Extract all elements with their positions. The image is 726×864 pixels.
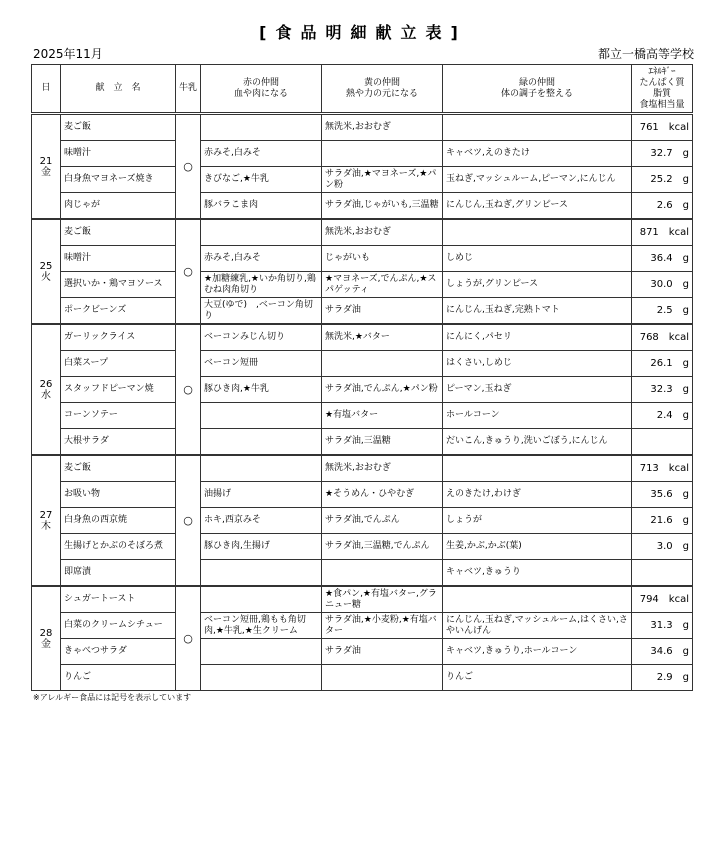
day-weekday: 金: [41, 166, 51, 178]
green-group-foods: しめじ: [443, 246, 632, 272]
nutrition-value: 3.0 g: [632, 534, 693, 560]
red-group-foods: [201, 114, 322, 141]
header-protein: たんぱく質: [639, 77, 685, 88]
yellow-group-foods: [322, 560, 443, 587]
day-date: 28: [39, 627, 53, 639]
red-group-foods: 大豆(ゆで) ,ベーコン角切り: [201, 298, 322, 325]
yellow-group-foods: 無洗米,おおむぎ: [322, 455, 443, 482]
dish-name: 白菜のクリームシチュー: [61, 613, 176, 639]
green-group-foods: しょうが,グリンピース: [443, 272, 632, 298]
green-group-foods: はくさい,しめじ: [443, 351, 632, 377]
yellow-group-foods: サラダ油,でんぷん,★パン粉: [322, 377, 443, 403]
green-group-foods: ホールコーン: [443, 403, 632, 429]
header-nutrition: [632, 65, 693, 114]
day-date-cell: [32, 455, 61, 586]
day-date: 27: [39, 509, 53, 521]
page-title: [食品明細献立表]: [259, 23, 467, 42]
nutrition-value: 2.4 g: [632, 403, 693, 429]
day-block: [32, 324, 693, 455]
yellow-group-foods: サラダ油: [322, 639, 443, 665]
table-row: [32, 272, 693, 298]
dish-name: 白菜スープ: [61, 351, 176, 377]
menu-table: [31, 64, 693, 691]
table-row: [32, 193, 693, 220]
year-month: 2025年11月: [33, 47, 103, 61]
dish-name: 味噌汁: [61, 246, 176, 272]
day-date-cell: [32, 114, 61, 220]
header-yellow-desc: 熱や力の元になる: [345, 88, 418, 99]
nutrition-value: 30.0 g: [632, 272, 693, 298]
header-dish: 献 立 名: [61, 65, 176, 114]
green-group-foods: にんにく,パセリ: [443, 324, 632, 351]
green-group-foods: だいこん,きゅうり,洗いごぼう,にんじん: [443, 429, 632, 456]
table-row: [32, 508, 693, 534]
milk-mark: ○: [176, 586, 201, 691]
day-date-cell: [32, 586, 61, 691]
nutrition-value: 794 kcal: [632, 586, 693, 613]
dish-name: 味噌汁: [61, 141, 176, 167]
day-block: [32, 114, 693, 220]
milk-mark: ○: [176, 219, 201, 324]
table-row: [32, 246, 693, 272]
red-group-foods: ベーコン短冊: [201, 351, 322, 377]
dish-name: 選択いか・鶏マヨソース: [61, 272, 176, 298]
nutrition-value: 32.7 g: [632, 141, 693, 167]
header-red-desc: 血や肉になる: [233, 88, 288, 99]
yellow-group-foods: 無洗米,おおむぎ: [322, 114, 443, 141]
table-row: [32, 560, 693, 587]
dish-name: コーンソテー: [61, 403, 176, 429]
dish-name: 生揚げとかぶのそぼろ煮: [61, 534, 176, 560]
yellow-group-foods: ★そうめん・ひやむぎ: [322, 482, 443, 508]
table-row: [32, 298, 693, 325]
header-milk: 牛乳: [176, 65, 201, 114]
dish-name: お吸い物: [61, 482, 176, 508]
header-day: 日: [32, 65, 61, 114]
yellow-group-foods: 無洗米,おおむぎ: [322, 219, 443, 246]
dish-name: 麦ご飯: [61, 219, 176, 246]
nutrition-value: 32.3 g: [632, 377, 693, 403]
nutrition-value: 2.5 g: [632, 298, 693, 325]
nutrition-value: 31.3 g: [632, 613, 693, 639]
header-red-group: [201, 65, 322, 114]
day-date: 21: [39, 155, 53, 167]
table-row: [32, 586, 693, 613]
yellow-group-foods: じゃがいも: [322, 246, 443, 272]
red-group-foods: 豚ひき肉,★牛乳: [201, 377, 322, 403]
red-group-foods: [201, 403, 322, 429]
table-row: [32, 141, 693, 167]
day-block: [32, 455, 693, 586]
milk-mark: ○: [176, 455, 201, 586]
red-group-foods: ★加糖練乳,★いか角切り,鶏むね肉角切り: [201, 272, 322, 298]
red-group-foods: [201, 455, 322, 482]
green-group-foods: [443, 114, 632, 141]
nutrition-value: 2.6 g: [632, 193, 693, 220]
green-group-foods: [443, 586, 632, 613]
school-name: 都立一橋高等学校: [597, 47, 694, 61]
day-date-cell: [32, 324, 61, 455]
red-group-foods: 油揚げ: [201, 482, 322, 508]
day-weekday: 金: [41, 638, 51, 650]
nutrition-value: 26.1 g: [632, 351, 693, 377]
milk-mark: ○: [176, 114, 201, 220]
yellow-group-foods: サラダ油: [322, 298, 443, 325]
yellow-group-foods: [322, 351, 443, 377]
dish-name: ポークビーンズ: [61, 298, 176, 325]
table-row: [32, 639, 693, 665]
header-green-desc: 体の調子を整える: [500, 88, 573, 99]
yellow-group-foods: サラダ油,★マヨネーズ,★パン粉: [322, 167, 443, 193]
yellow-group-foods: サラダ油,三温糖: [322, 429, 443, 456]
red-group-foods: [201, 219, 322, 246]
green-group-foods: [443, 455, 632, 482]
red-group-foods: ホキ,西京みそ: [201, 508, 322, 534]
table-row: [32, 613, 693, 639]
nutrition-value: 871 kcal: [632, 219, 693, 246]
header-row: [32, 65, 693, 114]
green-group-foods: りんご: [443, 665, 632, 691]
nutrition-value: 35.6 g: [632, 482, 693, 508]
dish-name: スタッフドピーマン焼: [61, 377, 176, 403]
table-row: [32, 482, 693, 508]
yellow-group-foods: サラダ油,★小麦粉,★有塩バター: [322, 613, 443, 639]
header-fat: 脂質: [652, 88, 671, 99]
table-row: [32, 351, 693, 377]
green-group-foods: にんじん,玉ねぎ,グリンピース: [443, 193, 632, 220]
red-group-foods: [201, 429, 322, 456]
dish-name: りんご: [61, 665, 176, 691]
nutrition-value: 2.9 g: [632, 665, 693, 691]
yellow-group-foods: サラダ油,三温糖,でんぷん: [322, 534, 443, 560]
nutrition-value: 768 kcal: [632, 324, 693, 351]
red-group-foods: きびなご,★牛乳: [201, 167, 322, 193]
table-row: [32, 377, 693, 403]
dish-name: 大根サラダ: [61, 429, 176, 456]
allergy-footnote: ※アレルギー食品には記号を表示しています: [33, 693, 192, 702]
nutrition-value: 713 kcal: [632, 455, 693, 482]
green-group-foods: にんじん,玉ねぎ,完熟トマト: [443, 298, 632, 325]
red-group-foods: 赤みそ,白みそ: [201, 246, 322, 272]
green-group-foods: しょうが: [443, 508, 632, 534]
table-row: [32, 429, 693, 456]
green-group-foods: キャベツ,きゅうり: [443, 560, 632, 587]
day-weekday: 水: [41, 389, 51, 401]
nutrition-value: [632, 429, 693, 456]
day-block: [32, 586, 693, 691]
red-group-foods: [201, 665, 322, 691]
green-group-foods: 玉ねぎ,マッシュルーム,ピーマン,にんじん: [443, 167, 632, 193]
green-group-foods: キャベツ,きゅうり,ホールコーン: [443, 639, 632, 665]
nutrition-value: [632, 560, 693, 587]
table-row: [32, 324, 693, 351]
red-group-foods: ベーコンみじん切り: [201, 324, 322, 351]
green-group-foods: えのきたけ,わけぎ: [443, 482, 632, 508]
day-weekday: 木: [41, 520, 51, 532]
table-row: [32, 219, 693, 246]
yellow-group-foods: サラダ油,じゃがいも,三温糖: [322, 193, 443, 220]
green-group-foods: 生姜,かぶ,かぶ(葉): [443, 534, 632, 560]
green-group-foods: キャベツ,えのきたけ: [443, 141, 632, 167]
header-yellow-group: [322, 65, 443, 114]
table-row: [32, 455, 693, 482]
header-green-group: [443, 65, 632, 114]
header-salt: 食塩相当量: [639, 99, 685, 110]
green-group-foods: [443, 219, 632, 246]
table-row: [32, 665, 693, 691]
dish-name: 白身魚の西京焼: [61, 508, 176, 534]
yellow-group-foods: [322, 141, 443, 167]
yellow-group-foods: ★マヨネーズ,でんぷん,★スパゲッティ: [322, 272, 443, 298]
dish-name: シュガートースト: [61, 586, 176, 613]
header-yellow-title: 黄の仲間: [363, 77, 400, 88]
red-group-foods: [201, 639, 322, 665]
red-group-foods: 赤みそ,白みそ: [201, 141, 322, 167]
yellow-group-foods: [322, 665, 443, 691]
nutrition-value: 761 kcal: [632, 114, 693, 141]
red-group-foods: [201, 586, 322, 613]
nutrition-value: 34.6 g: [632, 639, 693, 665]
milk-mark: ○: [176, 324, 201, 455]
yellow-group-foods: 無洗米,★バター: [322, 324, 443, 351]
dish-name: 麦ご飯: [61, 455, 176, 482]
table-row: [32, 167, 693, 193]
day-date: 25: [39, 260, 53, 272]
yellow-group-foods: サラダ油,でんぷん: [322, 508, 443, 534]
yellow-group-foods: ★食パン,★有塩バター,グラニュー糖: [322, 586, 443, 613]
nutrition-value: 36.4 g: [632, 246, 693, 272]
red-group-foods: ベーコン短冊,鶏もも角切肉,★牛乳,★生クリーム: [201, 613, 322, 639]
dish-name: 麦ご飯: [61, 114, 176, 141]
dish-name: ガーリックライス: [61, 324, 176, 351]
red-group-foods: [201, 560, 322, 587]
dish-name: きゃべつサラダ: [61, 639, 176, 665]
nutrition-value: 25.2 g: [632, 167, 693, 193]
table-row: [32, 534, 693, 560]
dish-name: 白身魚マヨネーズ焼き: [61, 167, 176, 193]
table-row: [32, 403, 693, 429]
day-block: [32, 219, 693, 324]
yellow-group-foods: ★有塩バター: [322, 403, 443, 429]
day-weekday: 火: [41, 271, 51, 283]
table-row: [32, 114, 693, 141]
green-group-foods: にんじん,玉ねぎ,マッシュルーム,はくさい,さやいんげん: [443, 613, 632, 639]
red-group-foods: 豚ひき肉,生揚げ: [201, 534, 322, 560]
red-group-foods: 豚バラこま肉: [201, 193, 322, 220]
dish-name: 即席漬: [61, 560, 176, 587]
nutrition-value: 21.6 g: [632, 508, 693, 534]
header-energy: ｴﾈﾙｷﾞｰ: [648, 66, 676, 77]
dish-name: 肉じゃが: [61, 193, 176, 220]
day-date-cell: [32, 219, 61, 324]
day-date: 26: [39, 378, 53, 390]
green-group-foods: ピーマン,玉ねぎ: [443, 377, 632, 403]
header-green-title: 緑の仲間: [518, 77, 555, 88]
header-red-title: 赤の仲間: [242, 77, 279, 88]
